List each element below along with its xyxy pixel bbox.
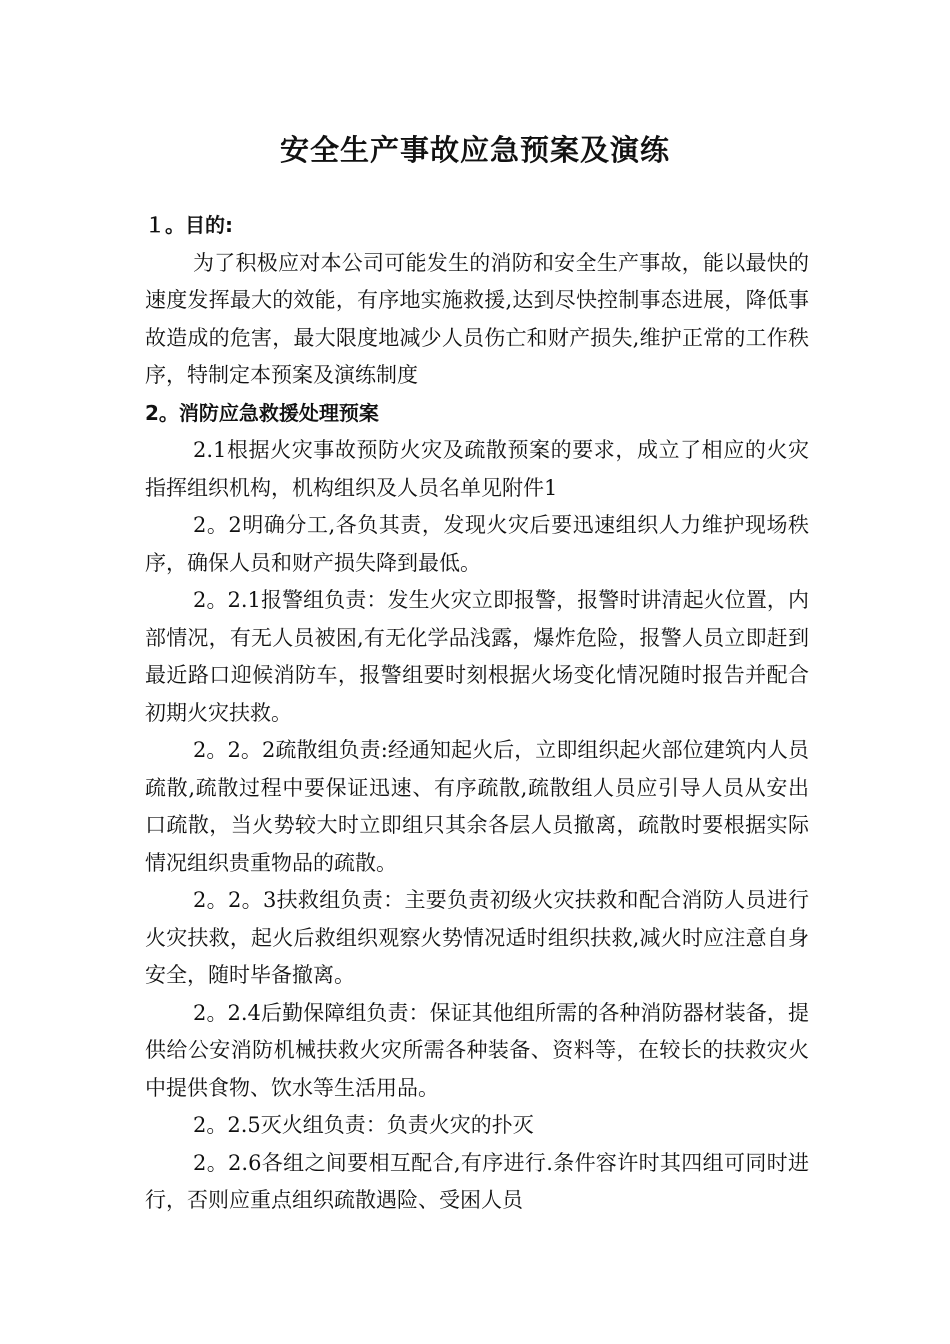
- paragraph: 2。2.4后勤保障组负责：保证其他组所需的各种消防器材装备，提供给公安消防机械扶救火灾所需各种装备、资料等，在较长的扶救灾火中提供食物、饮水等生活用品。: [145, 1000, 809, 1100]
- section-heading: 2。消防应急救援处理预案: [145, 400, 379, 425]
- paragraph: 2。2明确分工,各负其责，发现火灾后要迅速组织人力维护现场秩序，确保人员和财产损失降到最低。: [145, 513, 809, 575]
- section-heading: １。目的:: [145, 213, 233, 237]
- paragraph: 2。2.1报警组负责：发生火灾立即报警，报警时讲清起火位置，内部情况，有无人员被困,有无化学品浅露，爆炸危险，报警人员立即赶到最近路口迎候消防车，报警组要时刻根据火场变化情况随时报告并配合初期火灾扶救。: [145, 588, 809, 725]
- paragraph: 为了积极应对本公司可能发生的消防和安全生产事故，能以最快的速度发挥最大的效能，有序地实施救援,达到尽快控制事态进展，降低事故造成的危害，最大限度地减少人员伤亡和财产损失,维护正常的工作秩序，特制定本预案及演练制度: [145, 250, 809, 387]
- document-title: 安全生产事故应急预案及演练: [279, 133, 670, 167]
- document-body: [145, 207, 809, 1220]
- paragraph: 2。2.5灭火组负责：负责火灾的扑灭: [193, 1113, 534, 1137]
- paragraph: 2.1根据火灾事故预防火灾及疏散预案的要求，成立了相应的火灾指挥组织机构，机构组织及人员名单见附件1: [145, 438, 809, 500]
- paragraph: 2。2.6各组之间要相互配合,有序进行.条件容许时其四组可同时进行，否则应重点组织疏散遇险、受困人员: [145, 1150, 809, 1212]
- paragraph: 2。2。2疏散组负责:经通知起火后，立即组织起火部位建筑内人员疏散,疏散过程中要保证迅速、有序疏散,疏散组人员应引导人员从安出口疏散，当火势较大时立即组只其余各层人员撤离，疏散时要根据实际情况组织贵重物品的疏散。: [145, 738, 809, 875]
- paragraph: 2。2。3扶救组负责：主要负责初级火灾扶救和配合消防人员进行火灾扶救，起火后救组织观察火势情况适时组织扶救,减火时应注意自身安全，随时毕备撤离。: [145, 888, 809, 987]
